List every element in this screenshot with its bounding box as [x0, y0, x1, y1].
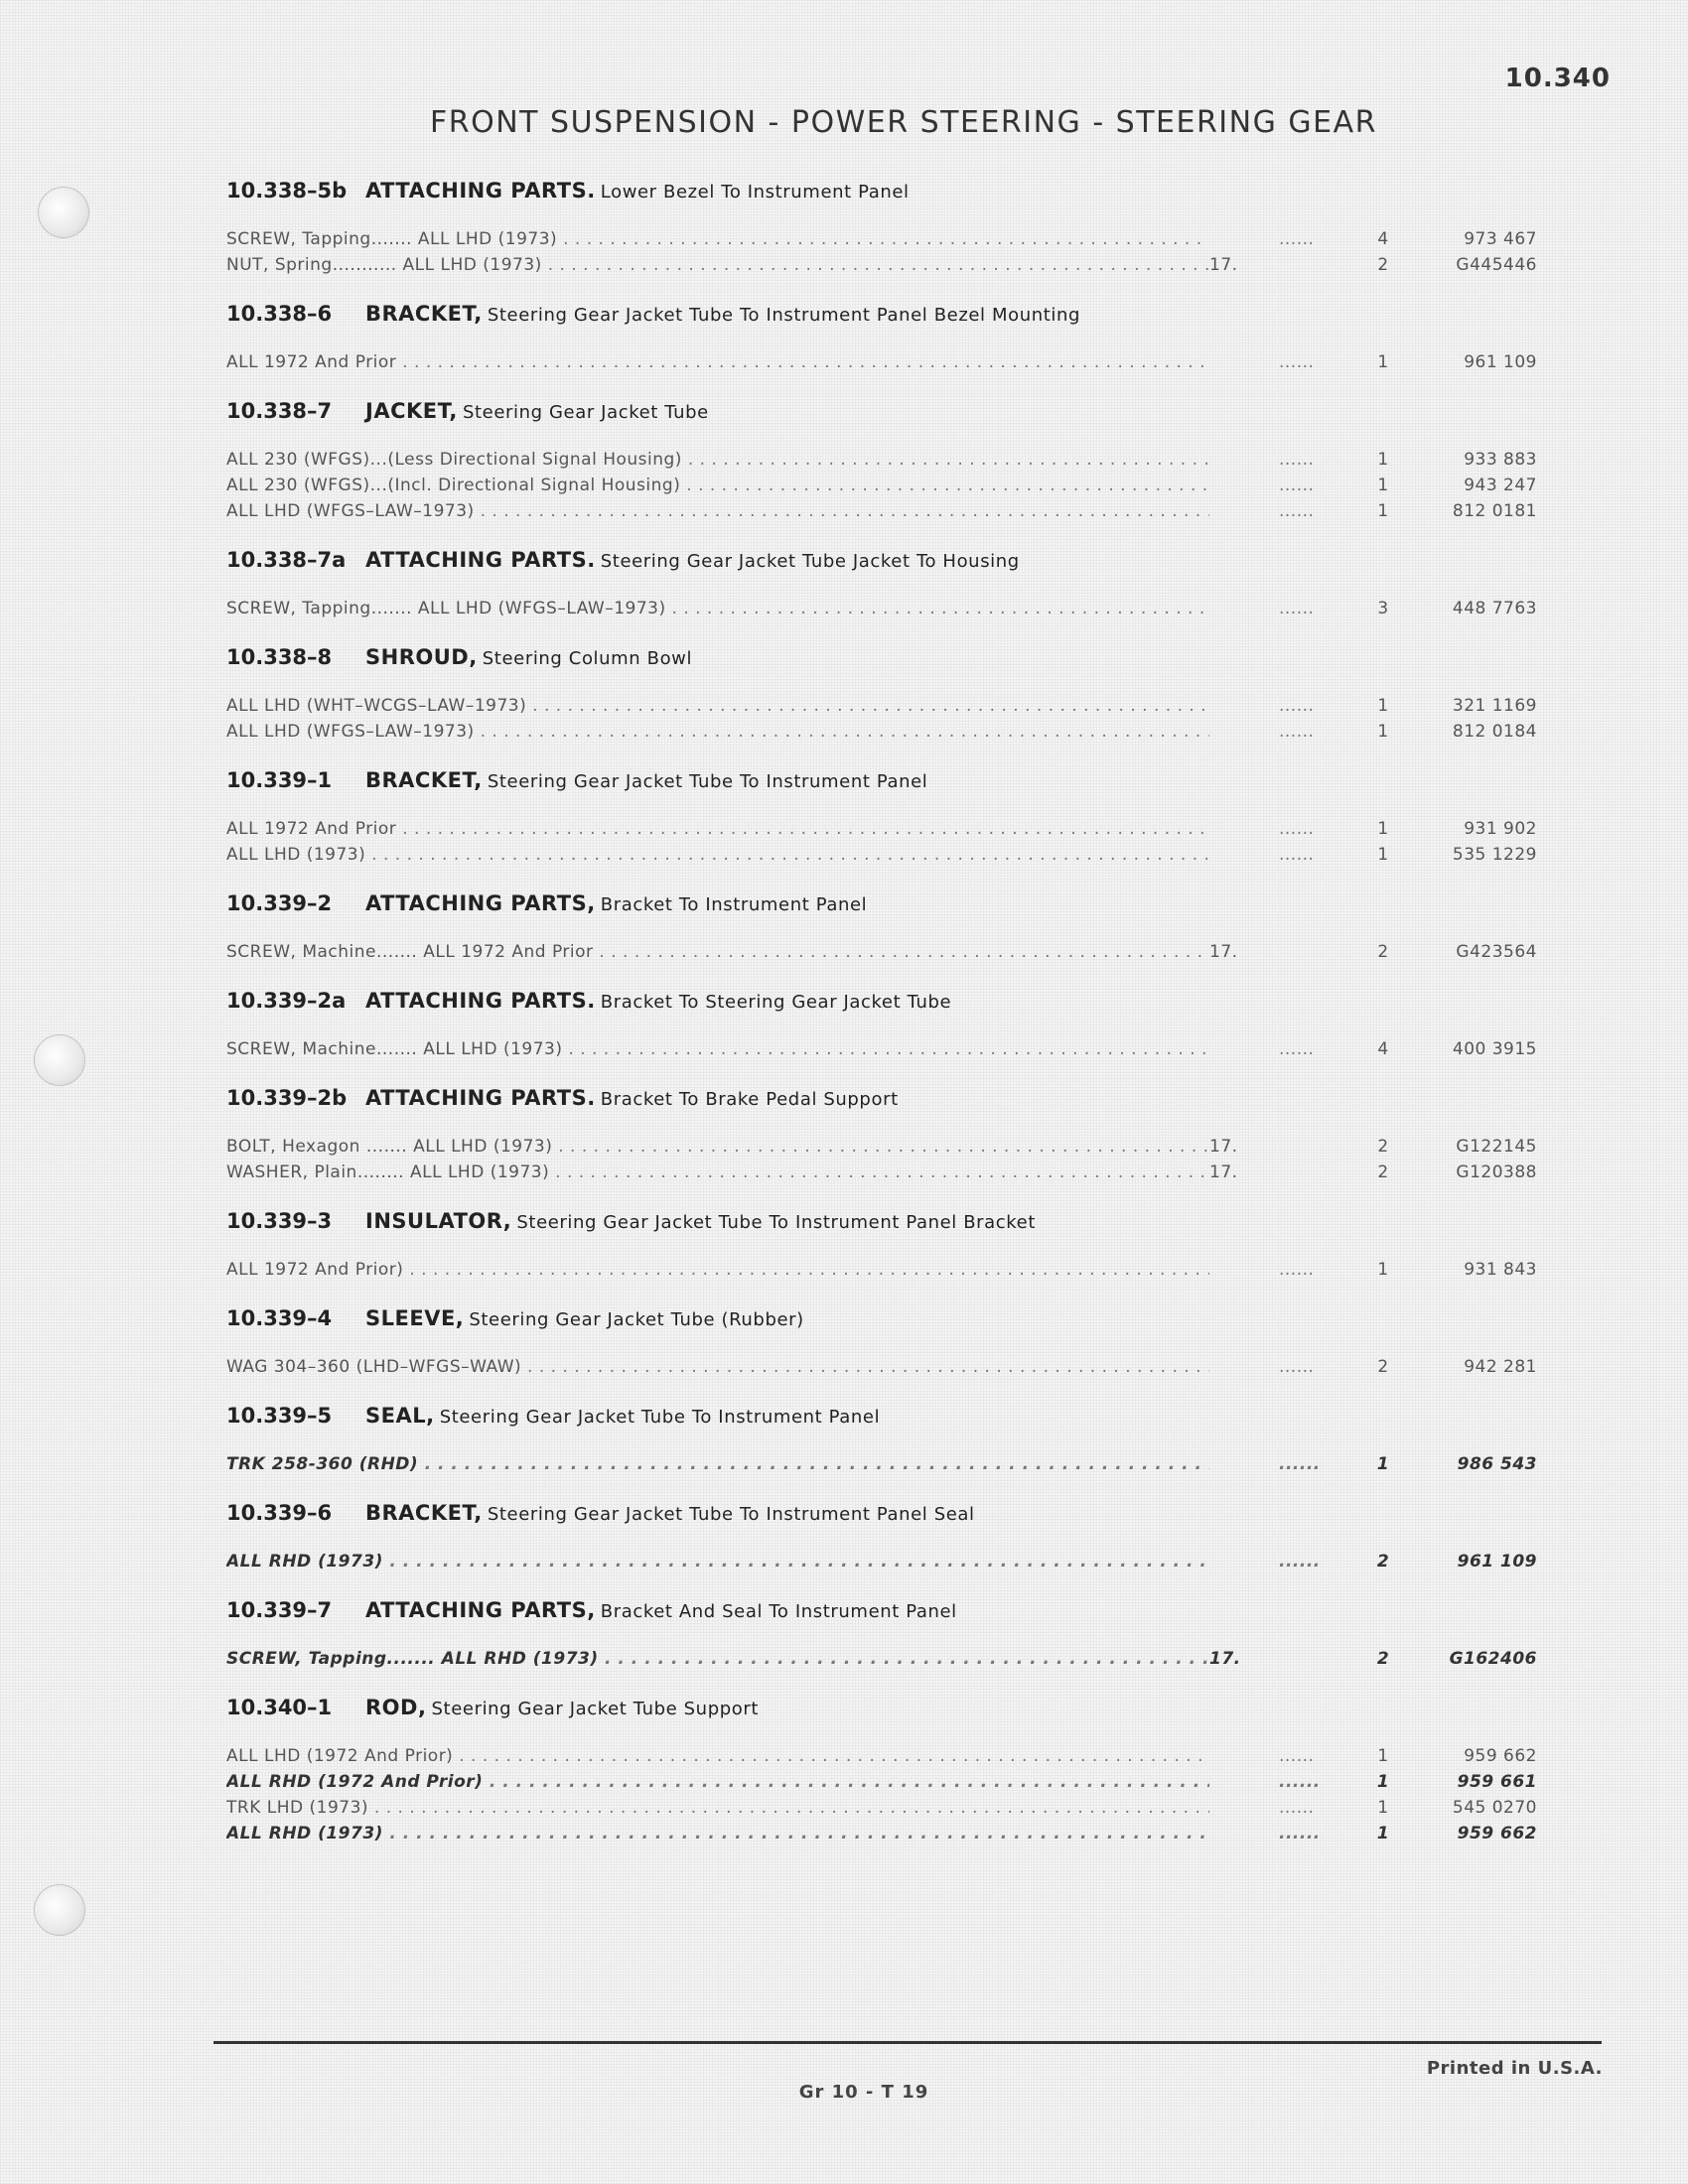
part-number: 448 7763 [1452, 599, 1537, 618]
leader-dots: ...... [1279, 1772, 1321, 1792]
section-rows [226, 802, 1537, 882]
leader-dots: ...... [1279, 722, 1315, 742]
part-number: G120388 [1456, 1162, 1537, 1182]
section-rows [226, 1535, 1537, 1588]
part-row [226, 252, 1537, 278]
part-description: ALL LHD (WHT–WCGS–LAW–1973) . . . [226, 693, 1209, 719]
part-row [226, 1257, 1537, 1283]
page-number: 10.340 [1504, 64, 1611, 93]
section-rows [226, 1729, 1537, 1860]
quantity: 1 [1377, 845, 1389, 865]
part-description: ALL RHD (1973) . . . [226, 1821, 1209, 1846]
quantity: 2 [1377, 1137, 1389, 1157]
part-description: ALL RHD (1973) . . . [226, 1549, 1209, 1574]
section-header [226, 635, 1537, 679]
section-part-name: BRACKET, [365, 302, 483, 326]
quantity: 2 [1376, 1552, 1390, 1571]
group-number: 17. [1209, 942, 1238, 962]
section-rows [226, 925, 1537, 979]
section-number: 10.339–2b [226, 1086, 348, 1110]
section-header [226, 1491, 1537, 1535]
section-part-name: BRACKET, [365, 1501, 483, 1525]
part-row [226, 1354, 1537, 1380]
quantity: 1 [1377, 501, 1389, 521]
part-description: ALL 1972 And Prior . . . [226, 349, 1209, 375]
parts-section [226, 979, 1537, 1076]
part-number: G423564 [1456, 942, 1537, 962]
section-rows [226, 336, 1537, 389]
group-number: 17. [1209, 255, 1238, 275]
part-row [226, 939, 1537, 965]
page-title: FRONT SUSPENSION - POWER STEERING - STEERING GEAR [430, 105, 1377, 140]
section-description: Bracket To Instrument Panel [600, 894, 868, 915]
part-description: NUT, Spring........... ALL LHD (1973) . . . [226, 252, 1209, 278]
part-number: 931 843 [1464, 1260, 1537, 1280]
section-description: Steering Gear Jacket Tube To Instrument Panel Bracket [516, 1212, 1037, 1233]
section-number: 10.339–4 [226, 1306, 333, 1330]
leader-dots: ...... [1279, 450, 1315, 470]
section-number: 10.339–1 [226, 768, 333, 792]
section-description: Bracket And Seal To Instrument Panel [600, 1601, 957, 1622]
binder-hole-bottom [34, 1884, 85, 1936]
part-row [226, 693, 1537, 719]
leader-dots: ...... [1279, 352, 1315, 372]
section-header [226, 758, 1537, 802]
section-rows [226, 1120, 1537, 1199]
parts-section [226, 635, 1537, 758]
section-part-name: ATTACHING PARTS. [365, 548, 596, 572]
parts-list [226, 169, 1537, 1860]
part-description: SCREW, Tapping....... ALL RHD (1973) . . . [226, 1646, 1209, 1672]
parts-section [226, 538, 1537, 635]
parts-section [226, 1686, 1537, 1860]
part-row [226, 498, 1537, 524]
part-row [226, 226, 1537, 252]
group-number: 17. [1209, 1649, 1241, 1669]
part-description: SCREW, Machine....... ALL 1972 And Prior . . . [226, 939, 1209, 965]
part-number: 961 109 [1464, 352, 1537, 372]
quantity: 2 [1376, 1649, 1390, 1669]
section-part-name: SEAL, [365, 1404, 435, 1428]
part-row [226, 596, 1537, 621]
binder-hole-middle [34, 1034, 85, 1086]
part-row [226, 1821, 1537, 1846]
leader-dots: ...... [1279, 1357, 1315, 1377]
leader-dots: ...... [1279, 1746, 1315, 1766]
leader-dots: ...... [1279, 1798, 1315, 1818]
part-description: WASHER, Plain........ ALL LHD (1973) . . . [226, 1160, 1209, 1185]
section-rows [226, 212, 1537, 292]
part-description: ALL 230 (WFGS)...(Less Directional Signal Housing) . . . [226, 447, 1209, 473]
quantity: 1 [1376, 1454, 1390, 1474]
parts-section [226, 1394, 1537, 1491]
part-description: SCREW, Machine....... ALL LHD (1973) . . . [226, 1036, 1209, 1062]
section-header [226, 292, 1537, 336]
section-header [226, 1076, 1537, 1120]
section-description: Steering Gear Jacket Tube To Instrument Panel Seal [487, 1504, 975, 1525]
leader-dots: ...... [1279, 1454, 1321, 1474]
section-description: Steering Gear Jacket Tube [463, 402, 709, 423]
leader-dots: ...... [1279, 1824, 1321, 1843]
part-number: 400 3915 [1452, 1039, 1537, 1059]
section-header [226, 389, 1537, 433]
section-number: 10.339–5 [226, 1404, 333, 1428]
parts-section [226, 169, 1537, 292]
part-number: G162406 [1449, 1649, 1537, 1669]
parts-section [226, 389, 1537, 538]
part-row [226, 816, 1537, 842]
parts-section [226, 292, 1537, 389]
section-rows [226, 582, 1537, 635]
section-description: Steering Gear Jacket Tube To Instrument Panel [439, 1407, 881, 1428]
quantity: 2 [1377, 1357, 1389, 1377]
part-row [226, 1160, 1537, 1185]
quantity: 3 [1377, 599, 1389, 618]
quantity: 1 [1377, 352, 1389, 372]
section-header [226, 169, 1537, 212]
quantity: 1 [1377, 696, 1389, 716]
section-part-name: ATTACHING PARTS. [365, 179, 596, 203]
part-number: G445446 [1456, 255, 1537, 275]
leader-dots: ...... [1279, 696, 1315, 716]
part-row [226, 1743, 1537, 1769]
part-row [226, 1795, 1537, 1821]
part-description: ALL RHD (1972 And Prior) . . . [226, 1769, 1209, 1795]
quantity: 1 [1376, 1824, 1390, 1843]
section-rows [226, 1243, 1537, 1297]
part-number: 943 247 [1464, 476, 1537, 495]
section-number: 10.338–7a [226, 548, 347, 572]
group-number: 17. [1209, 1162, 1238, 1182]
footer-rule [213, 2041, 1602, 2044]
part-description: ALL 230 (WFGS)...(Incl. Directional Signal Housing) . . . [226, 473, 1209, 498]
part-description: TRK 258-360 (RHD) . . . [226, 1451, 1209, 1477]
part-description: ALL LHD (WFGS–LAW–1973) . . . [226, 498, 1209, 524]
parts-section [226, 1297, 1537, 1394]
part-number: 959 662 [1464, 1746, 1537, 1766]
leader-dots: ...... [1279, 229, 1315, 249]
part-number: 973 467 [1464, 229, 1537, 249]
part-description: SCREW, Tapping....... ALL LHD (1973) . . . [226, 226, 1209, 252]
part-number: 321 1169 [1452, 696, 1537, 716]
section-description: Steering Gear Jacket Tube Support [431, 1699, 760, 1719]
section-description: Steering Gear Jacket Tube (Rubber) [469, 1309, 804, 1330]
binder-hole-top [38, 187, 89, 238]
leader-dots: ...... [1279, 1039, 1315, 1059]
section-part-name: ATTACHING PARTS. [365, 989, 596, 1013]
part-number: 812 0181 [1452, 501, 1537, 521]
section-description: Steering Column Bowl [482, 648, 693, 669]
quantity: 1 [1377, 450, 1389, 470]
section-part-name: BRACKET, [365, 768, 483, 792]
part-row [226, 447, 1537, 473]
part-description: ALL 1972 And Prior . . . [226, 816, 1209, 842]
section-header [226, 1588, 1537, 1632]
section-part-name: ATTACHING PARTS, [365, 1598, 596, 1622]
parts-section [226, 1199, 1537, 1297]
section-header [226, 1297, 1537, 1340]
parts-section [226, 758, 1537, 882]
quantity: 2 [1377, 255, 1389, 275]
section-number: 10.339–2a [226, 989, 347, 1013]
part-number: 535 1229 [1452, 845, 1537, 865]
parts-section [226, 882, 1537, 979]
leader-dots: ...... [1279, 599, 1315, 618]
part-number: 959 662 [1457, 1824, 1537, 1843]
part-row [226, 1549, 1537, 1574]
part-number: 986 543 [1457, 1454, 1537, 1474]
section-rows [226, 679, 1537, 758]
part-number: 942 281 [1464, 1357, 1537, 1377]
section-number: 10.338–5b [226, 179, 348, 203]
parts-section [226, 1076, 1537, 1199]
section-header [226, 979, 1537, 1023]
part-row [226, 1134, 1537, 1160]
section-number: 10.339–2 [226, 891, 333, 915]
parts-section [226, 1588, 1537, 1686]
leader-dots: ...... [1279, 819, 1315, 839]
part-number: 961 109 [1457, 1552, 1537, 1571]
quantity: 1 [1377, 722, 1389, 742]
quantity: 1 [1376, 1772, 1390, 1792]
footer-reference: Gr 10 - T 19 [798, 2082, 929, 2103]
part-number: 931 902 [1464, 819, 1537, 839]
section-number: 10.339–3 [226, 1209, 333, 1233]
leader-dots: ...... [1279, 1260, 1315, 1280]
part-number: 812 0184 [1452, 722, 1537, 742]
section-header [226, 1199, 1537, 1243]
quantity: 1 [1377, 819, 1389, 839]
quantity: 1 [1377, 1746, 1389, 1766]
section-rows [226, 433, 1537, 538]
section-header [226, 1686, 1537, 1729]
section-part-name: SHROUD, [365, 645, 478, 669]
section-header [226, 1394, 1537, 1437]
group-number: 17. [1209, 1137, 1238, 1157]
section-rows [226, 1023, 1537, 1076]
leader-dots: ...... [1279, 1552, 1321, 1571]
section-description: Bracket To Steering Gear Jacket Tube [600, 992, 952, 1013]
part-description: WAG 304–360 (LHD–WFGS–WAW) . . . [226, 1354, 1209, 1380]
part-row [226, 473, 1537, 498]
part-description: ALL LHD (1973) . . . [226, 842, 1209, 868]
part-row [226, 1036, 1537, 1062]
part-row [226, 1769, 1537, 1795]
part-number: G122145 [1456, 1137, 1537, 1157]
section-description: Steering Gear Jacket Tube Jacket To Housing [600, 551, 1020, 572]
section-number: 10.338–8 [226, 645, 333, 669]
section-rows [226, 1437, 1537, 1491]
section-rows [226, 1340, 1537, 1394]
leader-dots: ...... [1279, 476, 1315, 495]
section-number: 10.340–1 [226, 1696, 333, 1719]
quantity: 1 [1377, 476, 1389, 495]
leader-dots: ...... [1279, 501, 1315, 521]
quantity: 2 [1377, 1162, 1389, 1182]
quantity: 4 [1377, 1039, 1389, 1059]
leader-dots: ...... [1279, 845, 1315, 865]
printed-in-label: Printed in U.S.A. [1426, 2058, 1603, 2079]
section-description: Bracket To Brake Pedal Support [600, 1089, 899, 1110]
section-part-name: ROD, [365, 1696, 427, 1719]
part-description: SCREW, Tapping....... ALL LHD (WFGS–LAW–1973) . . . [226, 596, 1209, 621]
section-part-name: INSULATOR, [365, 1209, 512, 1233]
section-number: 10.338–7 [226, 399, 333, 423]
part-description: TRK LHD (1973) . . . [226, 1795, 1209, 1821]
part-number: 933 883 [1464, 450, 1537, 470]
section-part-name: JACKET, [365, 399, 458, 423]
section-number: 10.339–6 [226, 1501, 333, 1525]
quantity: 1 [1377, 1798, 1389, 1818]
section-description: Lower Bezel To Instrument Panel [600, 182, 910, 203]
section-number: 10.338–6 [226, 302, 333, 326]
quantity: 1 [1377, 1260, 1389, 1280]
section-description: Steering Gear Jacket Tube To Instrument Panel Bezel Mounting [487, 305, 1081, 326]
part-description: ALL LHD (WFGS–LAW–1973) . . . [226, 719, 1209, 745]
section-number: 10.339–7 [226, 1598, 333, 1622]
part-row [226, 1451, 1537, 1477]
part-description: BOLT, Hexagon ....... ALL LHD (1973) . . . [226, 1134, 1209, 1160]
parts-section [226, 1491, 1537, 1588]
part-row [226, 349, 1537, 375]
section-rows [226, 1632, 1537, 1686]
section-header [226, 882, 1537, 925]
part-row [226, 1646, 1537, 1672]
section-part-name: SLEEVE, [365, 1306, 465, 1330]
part-number: 545 0270 [1452, 1798, 1537, 1818]
section-part-name: ATTACHING PARTS, [365, 891, 596, 915]
quantity: 2 [1377, 942, 1389, 962]
part-row [226, 719, 1537, 745]
section-header [226, 538, 1537, 582]
section-part-name: ATTACHING PARTS. [365, 1086, 596, 1110]
part-description: ALL LHD (1972 And Prior) . . . [226, 1743, 1209, 1769]
part-description: ALL 1972 And Prior) . . . [226, 1257, 1209, 1283]
part-number: 959 661 [1457, 1772, 1537, 1792]
part-row [226, 842, 1537, 868]
quantity: 4 [1377, 229, 1389, 249]
section-description: Steering Gear Jacket Tube To Instrument Panel [487, 771, 928, 792]
